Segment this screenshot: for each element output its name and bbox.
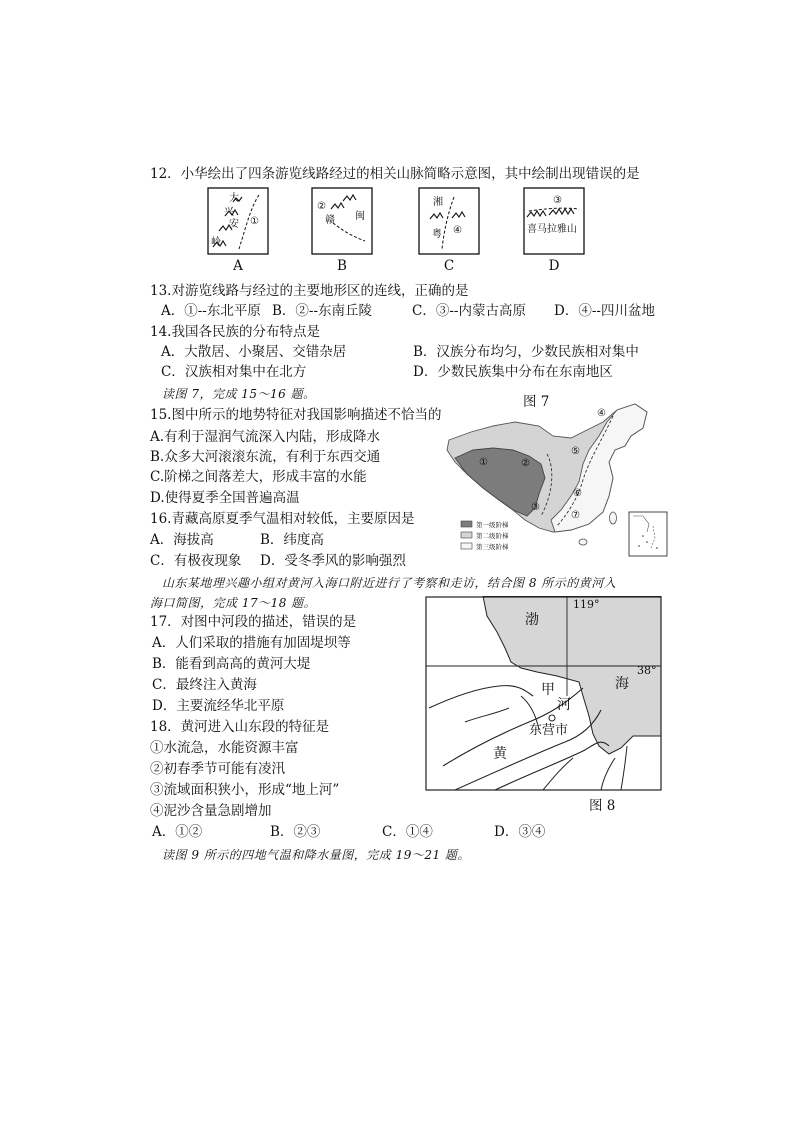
figure-8-yellow-river-mouth-map [425, 596, 663, 796]
q17-option-c: C．最终注入黄海 [152, 677, 257, 693]
q13-option-b: B．②--东南丘陵 [272, 303, 373, 319]
fig7-num-7: ⑦ [571, 510, 580, 521]
question-17-stem: 17．对图中河段的描述，错误的是 [150, 614, 357, 630]
fig-b-char-2: 闽 [355, 211, 365, 222]
q17-option-d: D．主要流经华北平原 [152, 698, 285, 714]
q14-option-b: B．汉族分布均匀，少数民族相对集中 [413, 344, 639, 360]
q16-option-c: C．有极夜现象 [150, 553, 242, 569]
q18-option-b: B．②③ [270, 824, 321, 840]
q16-option-d: D．受冬季风的影响强烈 [260, 553, 406, 569]
fig-a-char-3: 安 [229, 219, 239, 230]
question-13-stem: 13.对游览线路与经过的主要地形区的连线，正确的是 [150, 283, 469, 299]
figure-7-instruction: 读图 7，完成 15～16 题。 [162, 387, 316, 401]
figure-9-instruction: 读图 9 所示的四地气温和降水量图，完成 19～21 题。 [162, 848, 470, 862]
q18-option-c: C．①④ [382, 824, 433, 840]
fig8-river-char-he: 河 [557, 697, 571, 713]
fig7-num-4: ④ [597, 408, 606, 419]
q14-option-a: A．大散居、小聚居、交错杂居 [161, 344, 347, 360]
q15-option-c: C.阶梯之间落差大，形成丰富的水能 [150, 469, 367, 485]
q16-option-a: A．海拔高 [150, 532, 214, 548]
q18-option-d: D．③④ [494, 824, 546, 840]
fig-b-route-number: ② [317, 201, 326, 212]
fig8-bohai-char-2: 海 [615, 676, 629, 692]
q17-option-a: A．人们采取的措施有加固堤坝等 [152, 635, 351, 651]
fig-b-char-1: 赣 [325, 215, 335, 226]
fig-c-char-1: 湘 [433, 197, 443, 208]
q12-figure-b-label: B [337, 258, 347, 274]
q16-option-b: B．纬度高 [260, 532, 324, 548]
q13-option-a: A．①--东北平原 [161, 303, 261, 319]
q12-figure-c-label: C [443, 258, 455, 274]
fig8-city-dongying: 东营市 [529, 723, 569, 738]
q18-item-1: ①水流急，水能资源丰富 [150, 740, 299, 756]
q12-figure-a [207, 187, 269, 259]
fig8-bohai-char-1: 渤 [525, 612, 539, 628]
q18-item-2: ②初春季节可能有凌汛 [150, 761, 285, 777]
q12-figure-a-label: A [233, 258, 243, 274]
q13-option-c: C．③--内蒙古高原 [412, 303, 526, 319]
q17-option-b: B．能看到高高的黄河大堤 [152, 656, 311, 672]
fig7-legend-2: 第二级阶梯 [476, 532, 509, 540]
fig-a-char-1: 大 [229, 193, 239, 204]
q18-option-a: A．①② [152, 824, 203, 840]
q13-option-d: D．④--四川盆地 [554, 303, 655, 319]
q14-option-d: D．少数民族集中分布在东南地区 [413, 364, 613, 380]
q15-option-b: B.众多大河滚滚东流，有利于东西交通 [150, 449, 381, 465]
fig8-longitude-label: 119° [573, 598, 600, 611]
question-12-stem: 12．小华绘出了四条游览线路经过的相关山脉简略示意图，其中绘制出现错误的是 [150, 166, 640, 182]
question-15-stem: 15.图中所示的地势特征对我国影响描述不恰当的 [150, 407, 442, 423]
q12-figure-b [311, 187, 373, 259]
figure-7-caption: 图 7 [523, 394, 550, 410]
fig-a-char-4: 岭 [211, 237, 221, 248]
q12-figure-d [523, 187, 585, 259]
q15-option-a: A.有利于湿润气流深入内陆，形成降水 [150, 429, 381, 445]
fig-c-char-2: 粤 [432, 229, 442, 240]
question-18-stem: 18．黄河进入山东段的特征是 [150, 719, 330, 735]
fig8-point-jia: 甲 [541, 682, 555, 698]
figure-8-instruction-line1: 山东某地理兴趣小组对黄河入海口附近进行了考察和走访，结合图 8 所示的黄河入 [162, 576, 617, 590]
fig7-num-1: ① [479, 457, 488, 468]
q18-item-4: ④泥沙含量急剧增加 [150, 803, 272, 819]
figure-7-terrain-map [443, 402, 671, 564]
fig-c-route-number: ④ [453, 225, 462, 236]
fig-d-route-number: ③ [553, 195, 562, 206]
q12-figure-c [418, 187, 480, 259]
fig-a-route-number: ① [250, 216, 259, 227]
figure-8-instruction-line2: 海口简图，完成 17～18 题。 [150, 596, 317, 610]
fig7-legend-3: 第三级阶梯 [476, 543, 509, 551]
fig8-latitude-label: 38° [637, 664, 657, 677]
fig7-legend-1: 第一级阶梯 [476, 521, 509, 529]
q18-item-3: ③流域面积狭小，形成“地上河” [150, 782, 340, 798]
fig7-num-6: ⑥ [573, 488, 582, 499]
q14-option-c: C．汉族相对集中在北方 [161, 364, 307, 380]
fig7-num-2: ② [521, 458, 530, 469]
question-14-stem: 14.我国各民族的分布特点是 [150, 324, 320, 340]
question-16-stem: 16.青藏高原夏季气温相对较低，主要原因是 [150, 511, 415, 527]
figure-8-caption: 图 8 [589, 798, 616, 814]
fig-d-chars: 喜马拉雅山 [527, 224, 577, 235]
fig8-river-char-huang: 黄 [493, 746, 507, 762]
q15-option-d: D.使得夏季全国普遍高温 [150, 490, 300, 506]
fig7-num-3: ③ [531, 502, 540, 513]
fig-a-char-2: 兴 [224, 207, 234, 218]
q12-figure-d-label: D [548, 258, 560, 274]
fig7-num-5: ⑤ [571, 446, 580, 457]
